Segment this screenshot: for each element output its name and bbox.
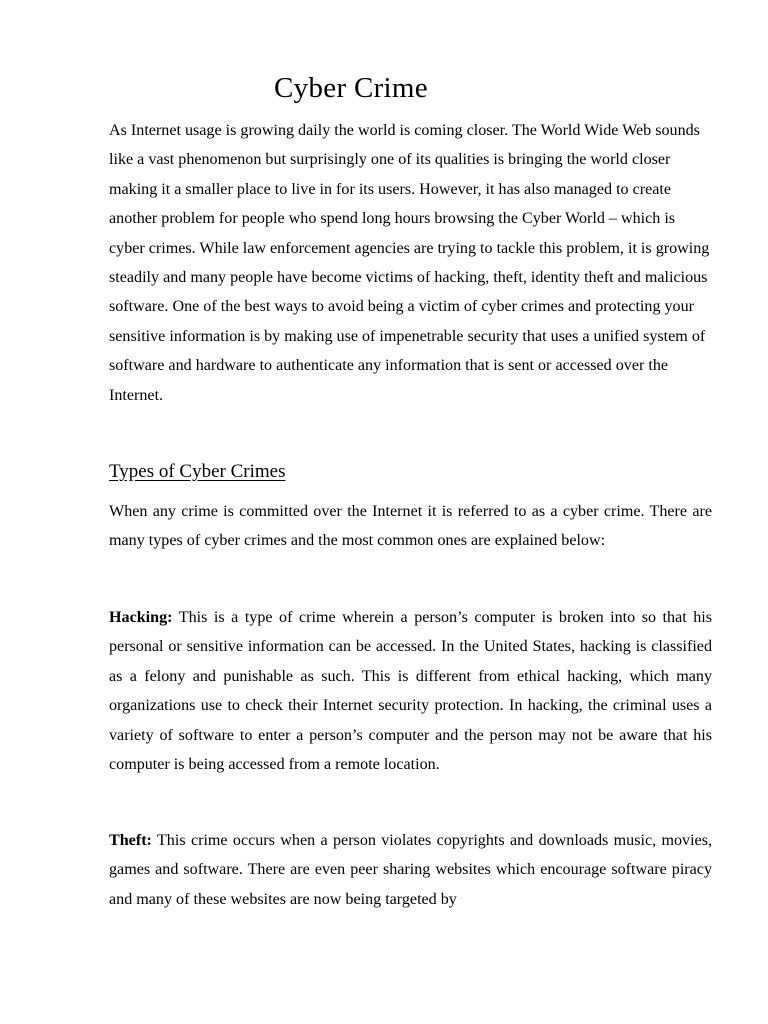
section-intro-paragraph: When any crime is committed over the Internet it is referred to as a cyber crime. There are many types of cyber crimes and the most common ones are explained below: <box>109 503 712 550</box>
section-heading: Types of Cyber Crimes <box>109 461 286 482</box>
theft-term: Theft: <box>109 832 152 849</box>
hacking-text: This is a type of crime wherein a person’s computer is broken into so that his personal or sensitive information can be accessed. In the United States, hacking is classified as a felony and punishable as such. This is different from ethical hacking, which many organizations use to check their Internet security protection. In hacking, the criminal uses a variety of software to enter a person’s computer and the person may not be aware that his computer is being accessed from a remote location. <box>109 609 712 774</box>
theft-text: This crime occurs when a person violates copyrights and downloads music, movies, games and software. There are even peer sharing websites which encourage software piracy and many of these websites are now being targeted by <box>109 832 712 908</box>
intro-paragraph: As Internet usage is growing daily the world is coming closer. The World Wide Web sounds like a vast phenomenon but surprisingly one of its qualities is bringing the world closer making it a smaller place to live in for its users. However, it has also managed to create another problem for people who spend long hours browsing the Cyber World – which is cyber crimes. While law enforcement agencies are trying to tackle this problem, it is growing steadily and many people have become victims of hacking, theft, identity theft and malicious software. One of the best ways to avoid being a victim of cyber crimes and protecting your sensitive information is by making use of impenetrable security that uses a unified system of software and hardware to authenticate any information that is sent or accessed over the Internet. <box>109 122 710 404</box>
hacking-paragraph <box>109 603 712 779</box>
document-title: Cyber Crime <box>274 72 428 104</box>
hacking-term: Hacking: <box>109 609 173 626</box>
theft-paragraph <box>109 826 712 914</box>
